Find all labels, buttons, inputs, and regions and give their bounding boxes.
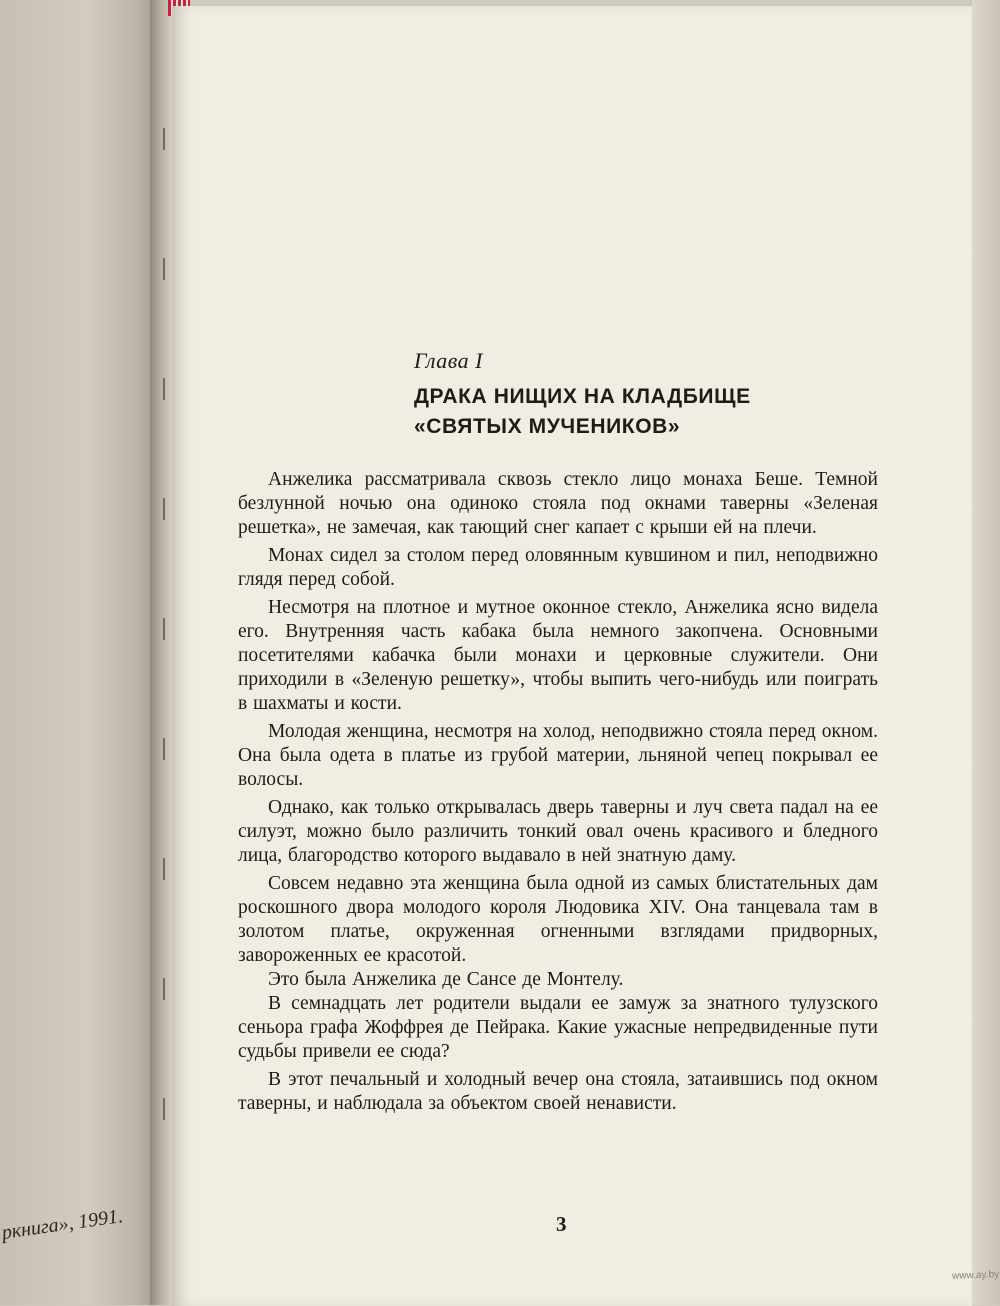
paragraph: Это была Анжелика де Сансе де Монтелу. bbox=[268, 969, 624, 990]
paragraph: Монах сидел за столом перед оловянным кувшином и пил, неподвижно глядя перед собой. bbox=[238, 545, 878, 590]
binding-stitch bbox=[163, 978, 165, 1000]
binding-stitch bbox=[163, 498, 165, 520]
binding-stitch bbox=[163, 618, 165, 640]
previous-page bbox=[0, 0, 160, 1305]
paragraph: Несмотря на плотное и мутное оконное стекло, Анжелика ясно видела его. Внутренняя часть кабака была немного закопчена. Основными посетителями кабачка были монахи и церковные служители. Они приходили в «Зеленую решетку», чтобы выпить чего-нибудь или поиграть в шахматы и кости. bbox=[238, 597, 878, 714]
binding-stitch bbox=[163, 858, 165, 880]
binding-stitch bbox=[163, 378, 165, 400]
binding-stitch bbox=[163, 1098, 165, 1120]
binding-stitch bbox=[163, 258, 165, 280]
page-content bbox=[238, 348, 878, 1116]
paragraph: Анжелика рассматривала сквозь стекло лицо монаха Беше. Темной безлунной ночью она одиноко стояла под окнами таверны «Зеленая решетка», не замечая, как тающий снег капает с крыши ей на плечи. bbox=[238, 469, 878, 538]
chapter-title-line: ДРАКА НИЩИХ НА КЛАДБИЩЕ bbox=[414, 385, 751, 408]
chapter-title-line: «СВЯТЫХ МУЧЕНИКОВ» bbox=[414, 415, 681, 438]
publisher-imprint: ркнига», 1991. bbox=[0, 1205, 125, 1244]
chapter-label: Глава I bbox=[414, 348, 483, 373]
binding-stitch bbox=[163, 738, 165, 760]
paragraph: Однако, как только открывалась дверь таверны и луч света падал на ее силуэт, можно было различить тонкий овал очень красивого и бледного лица, благородство которого выдавало в ней знатную даму. bbox=[238, 797, 878, 866]
paragraph: В семнадцать лет родители выдали ее замуж за знатного тулузского сеньора графа Жоффрея де Пейрака. Какие ужасные непредвиденные пути судьбы привели ее сюда? bbox=[238, 993, 878, 1062]
page-edge bbox=[972, 0, 1000, 1305]
paragraph: В этот печальный и холодный вечер она стояла, затаившись под окном таверны, и наблюдала за объектом своей ненависти. bbox=[238, 1069, 878, 1114]
binding-stitch bbox=[163, 128, 165, 150]
paragraph: Совсем недавно эта женщина была одной из самых блистательных дам роскошного двора молодого короля Людовика XIV. Она танцевала там в золотом платье, окруженная огненными взглядами придворных, завороженных ее красотой. bbox=[238, 873, 878, 966]
paragraph: Молодая женщина, несмотря на холод, неподвижно стояла перед окном. Она была одета в платье из грубой материи, льняной чепец покрывал ее волосы. bbox=[238, 721, 878, 790]
chapter-title bbox=[414, 382, 878, 442]
page-number: 3 bbox=[556, 1212, 567, 1236]
watermark: www.ay.by bbox=[951, 1269, 1000, 1282]
